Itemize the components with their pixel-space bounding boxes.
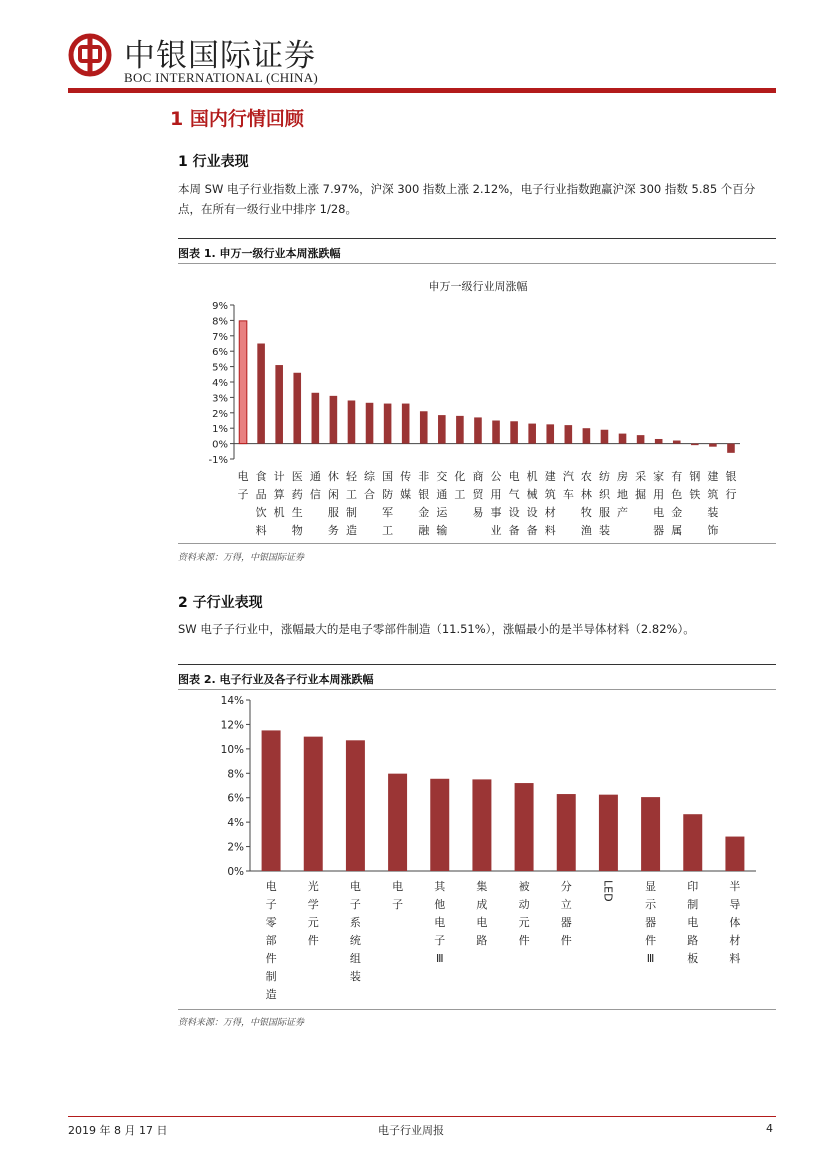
y-tick-label: 10%	[220, 743, 244, 756]
x-tick-label: 建筑装饰	[707, 470, 719, 537]
figure2-source: 资料来源：万得，中银国际证券	[178, 1018, 305, 1028]
bar	[683, 814, 702, 871]
figure1-top-rule	[178, 238, 776, 239]
figure1-bottom-rule	[178, 543, 776, 544]
bar	[565, 425, 573, 443]
y-tick-label: 7%	[212, 331, 228, 343]
y-tick-label: 8%	[227, 768, 244, 781]
bar	[641, 797, 660, 871]
x-tick-label: 电子系统组装	[349, 880, 361, 983]
bar	[515, 783, 534, 871]
header-rule	[68, 88, 776, 93]
x-tick-label: 电子	[237, 470, 249, 501]
bar	[655, 439, 663, 444]
brand-name-cn: 中银国际证券	[124, 38, 316, 74]
subindustry-performance-paragraph: SW 电子子行业中，涨幅最大的是电子零部件制造（11.51%），涨幅最小的是半导体材料（2.82%）。	[178, 622, 695, 636]
bar	[346, 740, 365, 871]
x-tick-label: 印制电路板	[687, 880, 699, 965]
figure2-title: 图表 2. 电子行业及各子行业本周涨跌幅	[178, 673, 374, 686]
bar	[366, 403, 374, 444]
y-tick-label: 14%	[220, 695, 244, 707]
x-tick-label: 分立器件	[560, 880, 572, 947]
x-tick-label: 其他电子 Ⅲ	[434, 880, 446, 965]
y-tick-label: 2%	[227, 841, 244, 854]
x-tick-label: 交通运输	[436, 470, 448, 537]
x-tick-label: 医药生物	[291, 470, 303, 537]
chart-industry-weekly-change	[178, 268, 776, 543]
bar	[725, 837, 744, 871]
footer-rule	[68, 1116, 776, 1117]
x-tick-label: LED	[601, 880, 615, 902]
bar	[492, 421, 500, 444]
subindustry-performance-heading: 2 子行业表现	[178, 595, 263, 611]
y-tick-label: 8%	[212, 316, 228, 328]
page-number: 4	[766, 1122, 773, 1135]
section-title: 1 国内行情回顾	[170, 108, 304, 130]
figure2-top-rule	[178, 664, 776, 665]
x-tick-label: 通信	[309, 470, 321, 501]
x-tick-label: 采掘	[635, 470, 647, 501]
bar	[430, 779, 449, 871]
y-tick-label: 0%	[212, 439, 228, 451]
bar	[257, 344, 265, 444]
x-tick-label: 房地产	[617, 470, 629, 519]
y-tick-label: 6%	[212, 347, 228, 359]
y-tick-label: 12%	[220, 719, 244, 732]
x-tick-label: 建筑材料	[544, 470, 556, 537]
industry-performance-paragraph: 本周 SW 电子行业指数上涨 7.97%，沪深 300 指数上涨 2.12%，电子行业指数跑赢沪深 300 指数 5.85 个百分点，在所有一级行业中排序 1/28。	[178, 182, 756, 216]
x-tick-label: 综合	[364, 470, 376, 501]
x-tick-label: 家用电器	[653, 470, 665, 537]
x-tick-label: 钢铁	[689, 470, 701, 501]
boc-logo-icon	[68, 33, 112, 77]
bar	[312, 393, 320, 444]
bar	[420, 411, 428, 443]
x-tick-label: 纺织服装	[598, 470, 610, 537]
x-tick-label: 非银金融	[418, 470, 430, 537]
bar	[691, 444, 699, 446]
bar	[275, 365, 283, 444]
y-tick-label: 3%	[212, 393, 228, 405]
bar	[402, 404, 410, 444]
footer-title: 电子行业周报	[378, 1124, 444, 1137]
bar	[557, 794, 576, 871]
x-tick-label: 轻工制造	[345, 470, 357, 537]
x-tick-label: 半导体材料	[729, 880, 741, 965]
chart-subindustry-weekly-change	[178, 690, 776, 1008]
x-tick-label: 食品饮料	[255, 470, 267, 537]
y-tick-label: 6%	[227, 792, 244, 805]
bar	[546, 424, 554, 443]
bar	[727, 444, 735, 453]
x-tick-label: 集成电路	[476, 880, 488, 947]
chart-title: 申万一级行业周涨幅	[428, 280, 528, 293]
bar	[599, 795, 618, 871]
bar	[388, 774, 407, 871]
y-tick-label: 4%	[227, 817, 244, 830]
x-tick-label: 传媒	[400, 470, 412, 501]
bar	[456, 416, 464, 444]
brand-name-en: BOC INTERNATIONAL (CHINA)	[124, 70, 319, 85]
bar	[619, 434, 627, 444]
bar	[293, 373, 301, 444]
x-tick-label: 计算机	[273, 470, 285, 519]
figure1-title: 图表 1. 申万一级行业本周涨跌幅	[178, 247, 341, 260]
y-tick-label: 5%	[212, 362, 228, 374]
x-tick-label: 有色金属	[671, 470, 683, 537]
bar	[239, 321, 247, 444]
x-tick-label: 农林牧渔	[580, 470, 592, 537]
industry-performance-heading: 1 行业表现	[178, 154, 249, 170]
bar	[601, 430, 609, 444]
bar	[384, 404, 392, 444]
y-tick-label: 1%	[212, 424, 228, 436]
x-tick-label: 电气设备	[508, 470, 520, 537]
x-tick-label: 公用事业	[490, 470, 502, 537]
x-tick-label: 光学元件	[307, 880, 319, 947]
figure1-title-rule	[178, 263, 776, 264]
bar	[304, 737, 323, 871]
figure2-bottom-rule	[178, 1009, 776, 1010]
x-tick-label: 机械设备	[526, 470, 538, 537]
bar	[709, 444, 717, 447]
y-tick-label: 0%	[227, 866, 244, 878]
figure1-source: 资料来源：万得，中银国际证券	[178, 553, 305, 563]
bar	[583, 428, 591, 443]
x-tick-label: 电子	[392, 880, 404, 911]
bar	[673, 441, 681, 444]
bar	[438, 415, 446, 443]
x-tick-label: 显示器件 Ⅲ	[645, 880, 657, 965]
bar	[348, 400, 356, 443]
y-tick-label: 9%	[212, 301, 228, 312]
y-tick-label: 2%	[212, 408, 228, 420]
x-tick-label: 银行	[725, 470, 737, 501]
x-tick-label: 化工	[454, 470, 466, 501]
y-tick-label: -1%	[208, 455, 228, 466]
x-tick-label: 电子零部件制造	[265, 880, 277, 1001]
bar	[262, 730, 281, 871]
x-tick-label: 汽车	[562, 470, 574, 501]
footer-date: 2019 年 8 月 17 日	[68, 1124, 168, 1137]
bar	[330, 396, 338, 444]
bar	[472, 779, 491, 871]
x-tick-label: 被动元件	[518, 880, 530, 947]
x-tick-label: 休闲服务	[327, 470, 339, 537]
bar	[510, 421, 518, 443]
x-tick-label: 商贸易	[472, 470, 484, 519]
bar	[637, 435, 645, 443]
y-tick-label: 4%	[212, 378, 228, 389]
bar	[528, 424, 536, 444]
x-tick-label: 国防军工	[382, 470, 394, 537]
bar	[474, 417, 482, 443]
